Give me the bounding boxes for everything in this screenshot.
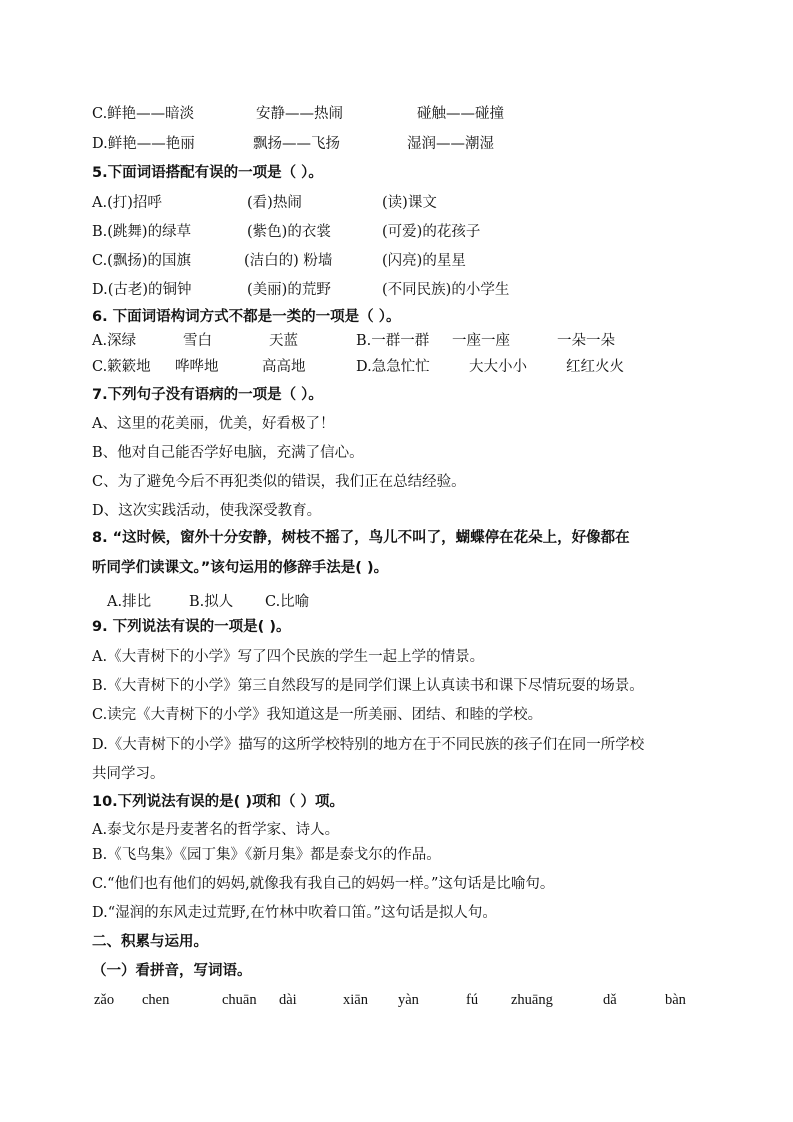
line-text: 共同学习。 — [92, 766, 165, 782]
pinyin-syllable: chuān — [222, 992, 257, 1008]
pinyin-syllable: chen — [142, 992, 170, 1008]
option-item: B.一群一群 — [356, 333, 430, 349]
option-item: C.鲜艳——暗淡 — [92, 106, 195, 122]
pinyin-syllable: yàn — [398, 992, 419, 1008]
option-item: (读)课文 — [382, 195, 437, 211]
option-item: D.急急忙忙 — [356, 359, 430, 375]
option-item: A.深绿 — [92, 333, 137, 349]
pinyin-syllable: xiān — [343, 992, 368, 1008]
pinyin-syllable: dǎ — [603, 992, 617, 1008]
line-text: （一）看拼音，写词语。 — [92, 963, 252, 979]
option-item: 哗哗地 — [175, 359, 219, 375]
line-text: 二、积累与运用。 — [92, 934, 208, 950]
line-text: D.《大青树下的小学》描写的这所学校特别的地方在于不同民族的孩子们在同一所学校 — [92, 737, 645, 753]
line-text: 5.下面词语搭配有误的一项是（ ）。 — [92, 165, 323, 181]
line-text: B、他对自己能否学好电脑，充满了信心。 — [92, 445, 364, 461]
option-item: C.(飘扬)的国旗 — [92, 253, 192, 269]
line-text: D.“湿润的东风走过荒野,在竹林中吹着口笛。”这句话是拟人句。 — [92, 905, 497, 921]
pinyin-syllable: dài — [279, 992, 297, 1008]
option-item: 安静——热闹 — [256, 106, 343, 122]
option-item: B.拟人 — [189, 594, 234, 610]
line-text: 8. “这时候，窗外十分安静，树枝不摇了，鸟儿不叫了，蝴蝶停在花朵上，好像都在 — [92, 530, 630, 546]
line-text: A、这里的花美丽，优美，好看极了！ — [92, 416, 335, 432]
option-item: 碰触——碰撞 — [417, 106, 504, 122]
option-item: 高高地 — [262, 359, 306, 375]
option-item: D.(古老)的铜钟 — [92, 282, 192, 298]
option-item: 红红火火 — [566, 359, 624, 375]
option-item: 飘扬——飞扬 — [253, 136, 340, 152]
option-item: 湿润——潮湿 — [407, 136, 494, 152]
option-item: C.簌簌地 — [92, 359, 151, 375]
pinyin-syllable: zǎo — [94, 992, 115, 1008]
line-text: D、这次实践活动，使我深受教育。 — [92, 503, 322, 519]
option-item: (看)热闹 — [247, 195, 302, 211]
option-item: (洁白的) 粉墙 — [244, 253, 333, 269]
option-item: 雪白 — [183, 333, 212, 349]
option-item: 天蓝 — [269, 333, 298, 349]
pinyin-syllable: zhuāng — [511, 992, 553, 1008]
line-text: C.读完《大青树下的小学》我知道这是一所美丽、团结、和睦的学校。 — [92, 707, 543, 723]
option-item: B.(跳舞)的绿草 — [92, 224, 192, 240]
option-item: A.(打)招呼 — [92, 195, 162, 211]
option-item: 大大小小 — [469, 359, 527, 375]
option-item: A.排比 — [107, 594, 152, 610]
option-item: C.比喻 — [265, 594, 310, 610]
line-text: B.《飞鸟集》《园丁集》《新月集》都是泰戈尔的作品。 — [92, 847, 441, 863]
line-text: A.泰戈尔是丹麦著名的哲学家、诗人。 — [92, 822, 340, 838]
line-text: 6. 下面词语构词方式不都是一类的一项是（ ）。 — [92, 309, 401, 325]
line-text: B.《大青树下的小学》第三自然段写的是同学们课上认真读书和课下尽情玩耍的场景。 — [92, 678, 644, 694]
option-item: 一座一座 — [452, 333, 510, 349]
line-text: 听同学们读课文。”该句运用的修辞手法是( )。 — [92, 560, 389, 576]
option-item: (美丽)的荒野 — [247, 282, 331, 298]
option-item: (可爱)的花孩子 — [382, 224, 481, 240]
line-text: C、为了避免今后不再犯类似的错误，我们正在总结经验。 — [92, 474, 466, 490]
line-text: 10.下列说法有误的是( )项和（ ）项。 — [92, 794, 345, 810]
option-item: (紫色)的衣裳 — [247, 224, 331, 240]
option-item: 一朵一朵 — [557, 333, 615, 349]
pinyin-syllable: fú — [466, 992, 479, 1008]
option-item: (不同民族)的小学生 — [382, 282, 510, 298]
option-item: D.鲜艳——艳丽 — [92, 136, 195, 152]
line-text: 9. 下列说法有误的一项是( )。 — [92, 619, 291, 635]
line-text: C.“他们也有他们的妈妈,就像我有我自己的妈妈一样。”这句话是比喻句。 — [92, 876, 555, 892]
line-text: A.《大青树下的小学》写了四个民族的学生一起上学的情景。 — [92, 649, 485, 665]
line-text: 7.下列句子没有语病的一项是（ ）。 — [92, 387, 323, 403]
option-item: (闪亮)的星星 — [382, 253, 466, 269]
pinyin-syllable: bàn — [665, 992, 686, 1008]
